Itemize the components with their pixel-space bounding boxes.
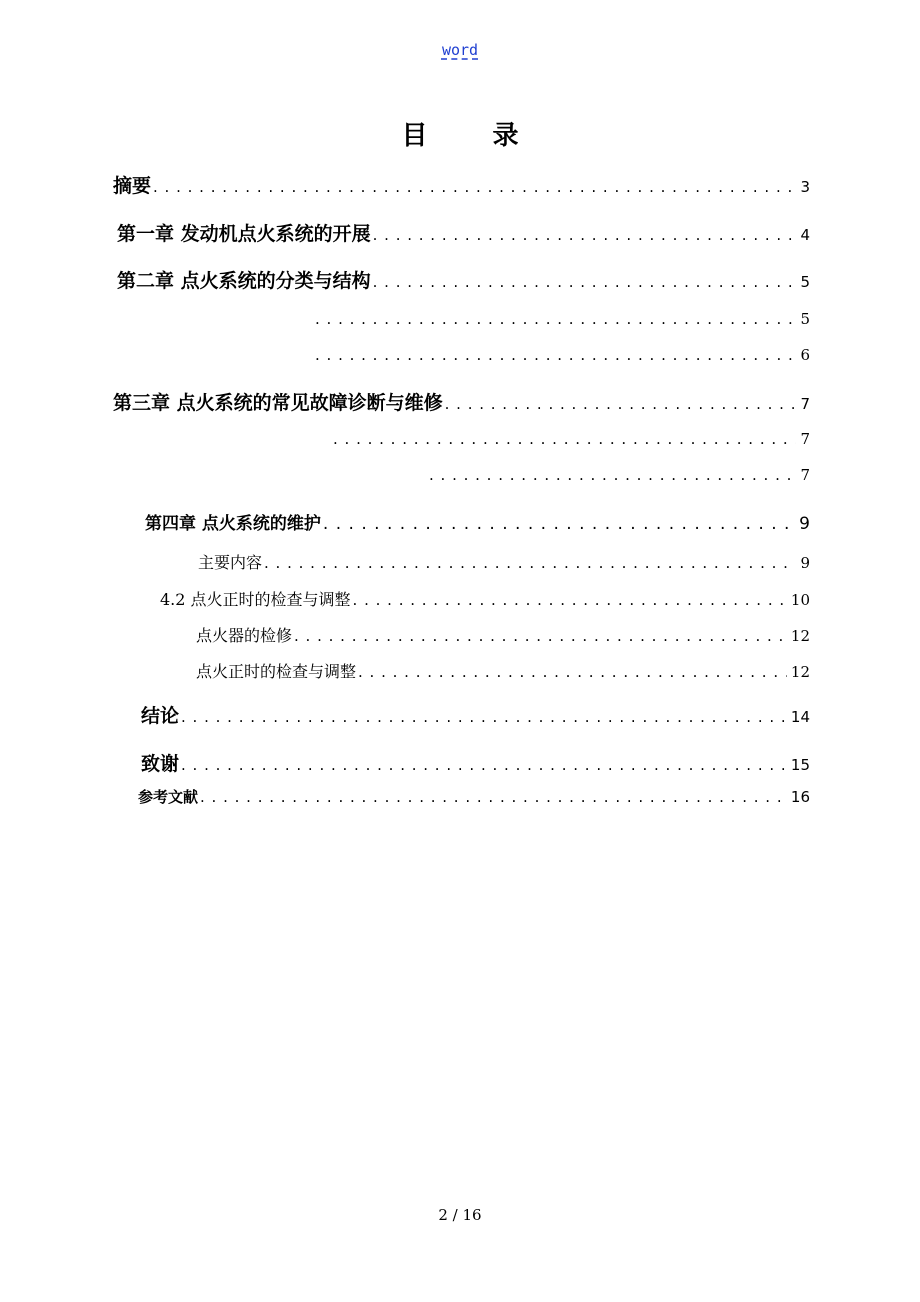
- toc-page-number: 12: [790, 663, 810, 681]
- toc-entry-subsection[interactable]: [331, 430, 810, 456]
- toc-entry-label: 摘要: [113, 175, 152, 197]
- toc-page-number: 9: [799, 514, 810, 534]
- toc-entry-label: 点火正时的检查与调整: [196, 662, 357, 681]
- toc-leader: [315, 346, 796, 364]
- toc-entry-label: 第四章 点火系统的维护: [145, 514, 321, 534]
- toc-entry-igniter-repair[interactable]: [196, 623, 810, 649]
- toc-leader: [373, 273, 797, 291]
- toc-entry-chapter-3[interactable]: [113, 388, 810, 414]
- toc-entry-subsection[interactable]: [313, 346, 810, 372]
- toc-page-number: 10: [790, 591, 810, 609]
- toc-entry-label: 4.2 点火正时的检查与调整: [160, 590, 351, 609]
- toc-leader: [181, 756, 787, 774]
- toc-page-number: 14: [790, 708, 810, 726]
- header-word-link[interactable]: [0, 41, 920, 59]
- toc-entry-subsection[interactable]: [313, 310, 810, 336]
- toc-entry-chapter-1[interactable]: [117, 219, 810, 245]
- toc-page-number: 16: [790, 788, 810, 806]
- toc-page-number: 9: [800, 554, 810, 572]
- toc-page-number: 7: [800, 466, 810, 484]
- toc-entry-timing-check[interactable]: [196, 659, 810, 685]
- toc-entry-section-4-2[interactable]: [160, 587, 810, 613]
- toc-entry-references[interactable]: [138, 786, 810, 812]
- toc-leader: [294, 627, 787, 645]
- toc-entry-label: 结论: [141, 705, 180, 727]
- toc-entry-abstract[interactable]: [113, 171, 810, 197]
- toc-page-number: 12: [790, 627, 810, 645]
- page-indicator: 2 / 16: [438, 1206, 482, 1224]
- toc-leader: [333, 430, 796, 448]
- toc-entry-label: 点火器的检修: [196, 626, 293, 645]
- toc-leader: [358, 663, 787, 681]
- toc-entry-label: 第三章 点火系统的常见故障诊断与维修: [113, 392, 443, 414]
- toc-leader: [153, 178, 796, 196]
- toc-entry-label: 第一章 发动机点火系统的开展: [117, 223, 371, 245]
- toc-leader: [200, 788, 787, 806]
- toc-entry-conclusion[interactable]: [141, 701, 810, 727]
- toc-page-number: 6: [800, 346, 810, 364]
- toc-entry-label: 第二章 点火系统的分类与结构: [117, 270, 371, 292]
- toc-leader: [181, 708, 787, 726]
- toc-entry-label: 主要内容: [198, 553, 263, 572]
- toc-leader: [373, 226, 797, 244]
- toc-leader: [315, 310, 796, 328]
- toc-entry-chapter-2[interactable]: [117, 266, 810, 292]
- toc-leader: [429, 466, 796, 484]
- word-link-text[interactable]: word: [441, 41, 479, 59]
- page-title: 目 录: [401, 121, 547, 151]
- toc-leader: [264, 554, 796, 572]
- toc-page-number: 7: [800, 430, 810, 448]
- toc-page-number: 15: [790, 756, 810, 774]
- toc-page-number: 5: [800, 273, 810, 291]
- toc-entry-chapter-4[interactable]: [145, 509, 810, 535]
- toc-entry-label: 参考文献: [138, 788, 199, 806]
- toc-leader: [353, 591, 787, 609]
- toc-page-number: 7: [800, 395, 810, 413]
- toc-page-number: 5: [800, 310, 810, 328]
- toc-page-number: 3: [800, 178, 810, 196]
- toc-entry-main-content[interactable]: [198, 550, 810, 576]
- toc-entry-acknowledgements[interactable]: [141, 749, 810, 775]
- toc-leader: [323, 514, 795, 534]
- toc-entry-subsection[interactable]: [427, 466, 810, 492]
- toc-entry-label: 致谢: [141, 753, 180, 775]
- toc-page-number: 4: [800, 226, 810, 244]
- toc-leader: [445, 395, 797, 413]
